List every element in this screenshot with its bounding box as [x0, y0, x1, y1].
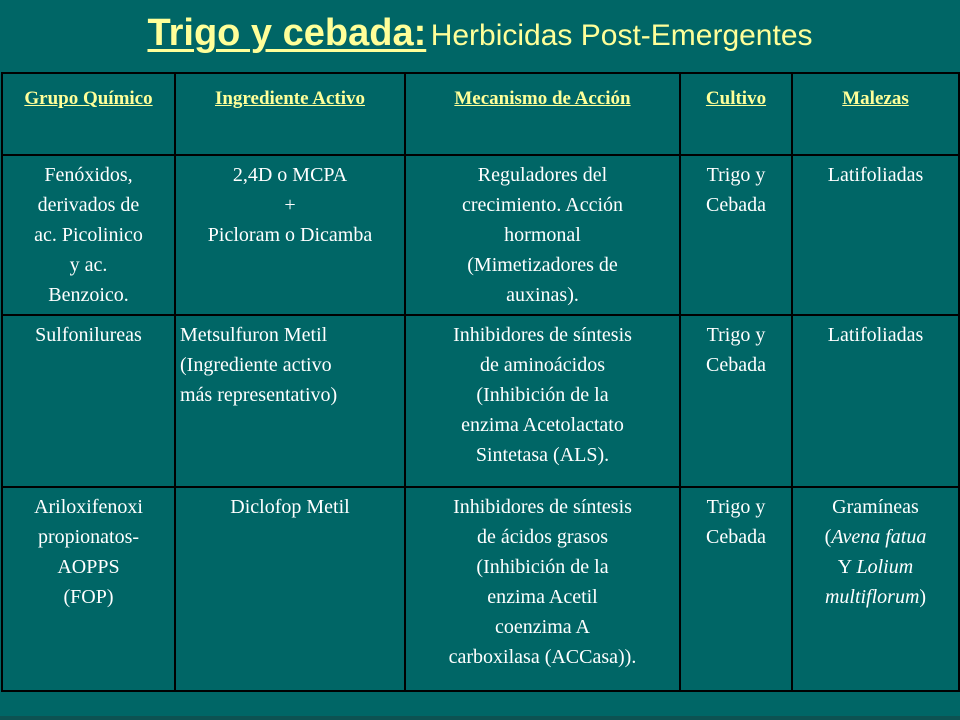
table-row	[2, 155, 959, 315]
cell-line: Sintetasa (ALS).	[475, 444, 610, 466]
cell-line: +	[284, 194, 296, 216]
cell-line: Cebada	[706, 354, 766, 376]
cell-line: enzima Acetolactato	[461, 414, 624, 436]
cell-line	[796, 522, 955, 552]
cell-line: Trigo y	[706, 164, 766, 186]
cell-line: (Inhibición de la	[476, 384, 609, 406]
cell-line: y ac.	[69, 254, 108, 276]
cell-line: Benzoico.	[48, 284, 129, 306]
cell-line: ac. Picolinico	[34, 224, 143, 246]
cell-line: Cebada	[706, 194, 766, 216]
cell-line: 2,4D o MCPA	[232, 164, 348, 186]
cell-line: Reguladores del	[477, 164, 608, 186]
herbicide-table	[1, 72, 960, 692]
cell-line: Sulfonilureas	[35, 324, 142, 346]
cell-line: Picloram o Dicamba	[207, 224, 373, 246]
table-header-row	[2, 73, 959, 155]
cell-cultivo	[680, 315, 792, 487]
cell-line: (Mimetizadores de	[467, 254, 618, 276]
cell-line: AOPPS	[57, 556, 120, 578]
cell-line: más representativo)	[180, 384, 338, 406]
cell-malezas	[792, 155, 959, 315]
cell-line: crecimiento. Acción	[461, 194, 624, 216]
cell-ingrediente	[175, 155, 405, 315]
paren-open: (	[824, 526, 832, 548]
slide-title	[0, 12, 960, 55]
cell-line: carboxilasa (ACCasa)).	[448, 646, 637, 668]
cell-grupo	[2, 315, 175, 487]
cell-mecanismo	[405, 155, 680, 315]
cell-line: derivados de	[37, 194, 140, 216]
cell-grupo	[2, 155, 175, 315]
cell-line: (Inhibición de la	[476, 556, 609, 578]
cell-malezas	[792, 315, 959, 487]
cell-line: Fenóxidos,	[44, 164, 133, 186]
table-row	[2, 487, 959, 691]
title-main: Trigo y cebada:	[147, 12, 427, 54]
cell-line: Cebada	[706, 526, 766, 548]
cell-line: Trigo y	[706, 324, 766, 346]
cell-line: de ácidos grasos	[476, 526, 609, 548]
conjunction: Y	[837, 556, 857, 578]
header-mecanismo: Mecanismo de Acción	[405, 73, 680, 155]
header-grupo: Grupo Químico	[2, 73, 175, 155]
cell-line	[796, 582, 955, 612]
bottom-rule	[0, 716, 960, 720]
cell-malezas	[792, 487, 959, 691]
cell-line: Gramíneas	[832, 496, 919, 518]
species-name: Avena fatua	[831, 526, 927, 548]
species-name: multiflorum	[824, 586, 920, 608]
species-name: Lolium	[856, 556, 914, 578]
table-row	[2, 315, 959, 487]
cell-line: Diclofop Metil	[230, 496, 350, 518]
cell-line: Inhibidores de síntesis	[453, 496, 632, 518]
cell-line	[796, 552, 955, 582]
cell-line: Latifoliadas	[827, 164, 924, 186]
header-cultivo: Cultivo	[680, 73, 792, 155]
header-ingrediente: Ingrediente Activo	[175, 73, 405, 155]
cell-line: (FOP)	[63, 586, 114, 608]
cell-line: Ariloxifenoxi	[34, 496, 143, 518]
header-malezas: Malezas	[792, 73, 959, 155]
cell-line: coenzima A	[495, 616, 590, 638]
paren-close: )	[919, 586, 927, 608]
cell-line: auxinas).	[506, 284, 579, 306]
cell-line: Latifoliadas	[827, 324, 924, 346]
cell-grupo	[2, 487, 175, 691]
title-sub: Herbicidas Post-Emergentes	[430, 19, 813, 52]
cell-line: (Ingrediente activo	[180, 354, 332, 376]
cell-line: Trigo y	[706, 496, 766, 518]
cell-line: enzima Acetil	[487, 586, 598, 608]
cell-line: hormonal	[504, 224, 581, 246]
cell-cultivo	[680, 155, 792, 315]
cell-mecanismo	[405, 487, 680, 691]
cell-line: Inhibidores de síntesis	[453, 324, 632, 346]
cell-ingrediente	[175, 315, 405, 487]
cell-cultivo	[680, 487, 792, 691]
cell-ingrediente	[175, 487, 405, 691]
cell-line: propionatos-	[37, 526, 140, 548]
cell-line: de aminoácidos	[480, 354, 605, 376]
cell-line: Metsulfuron Metil	[180, 324, 328, 346]
cell-mecanismo	[405, 315, 680, 487]
